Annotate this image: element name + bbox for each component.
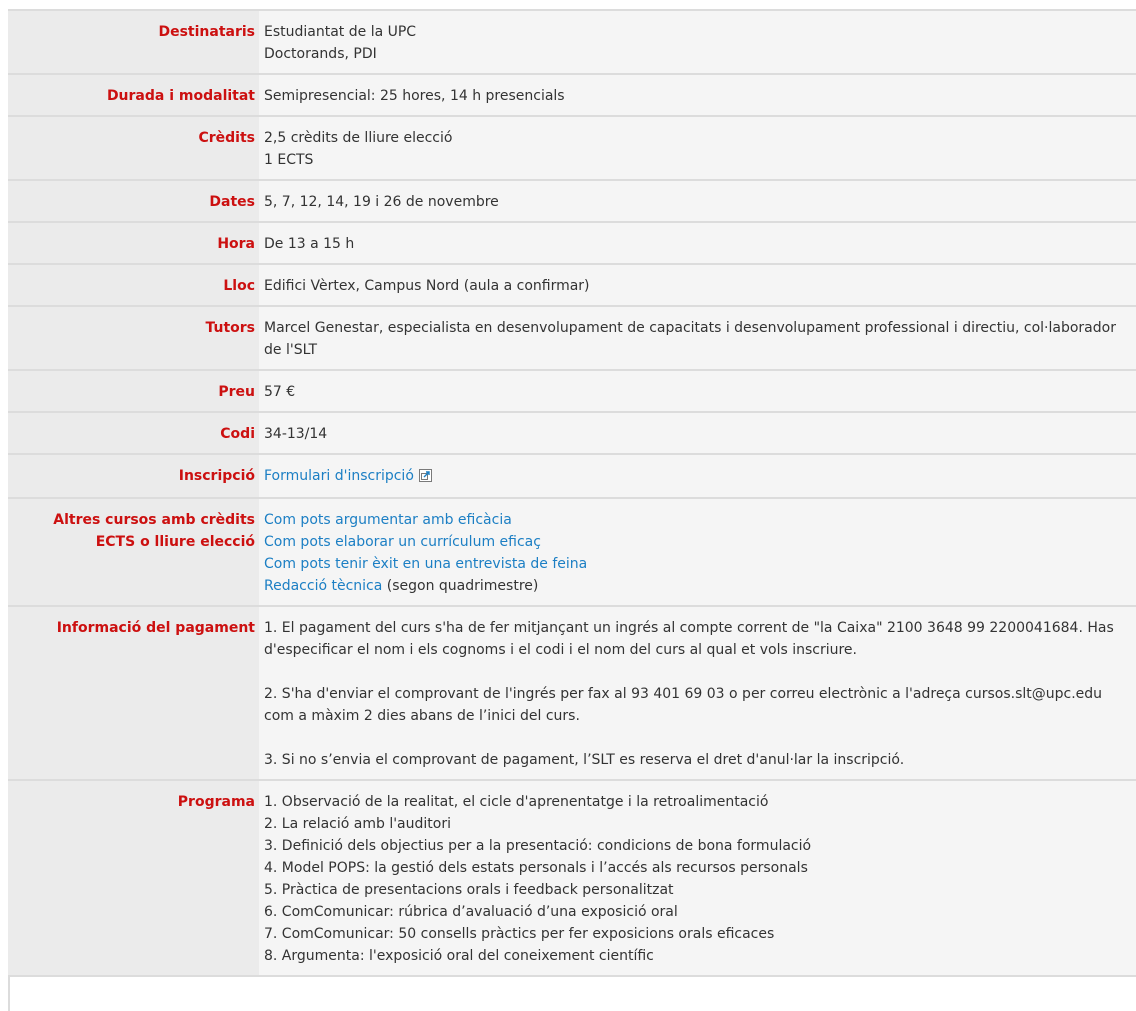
row-codi xyxy=(8,412,1136,454)
destinataris-line: Estudiantat de la UPC xyxy=(264,24,417,40)
row-preu xyxy=(8,370,1136,412)
program-item: 8. Argumenta: l'exposició oral del coneixement científic xyxy=(264,948,654,964)
row-durada xyxy=(8,74,1136,116)
preu-line: 57 € xyxy=(264,384,296,400)
course-link-line xyxy=(264,575,1129,597)
label-credits: Crèdits xyxy=(8,116,259,180)
credits-line: 1 ECTS xyxy=(264,152,314,168)
program-item: 1. Observació de la realitat, el cicle d'aprenentatge i la retroalimentació xyxy=(264,794,769,810)
registration-form-link[interactable]: Formulari d'inscripció xyxy=(264,468,414,484)
course-link[interactable]: Com pots argumentar amb eficàcia xyxy=(264,512,512,528)
label-codi: Codi xyxy=(8,412,259,454)
payment-paragraph: 2. S'ha d'enviar el comprovant de l'ingrés per fax al 93 401 69 03 o per correu electrònic a l'adreça cursos.slt@upc.edu com a màxim 2 dies abans de l’inici del curs. xyxy=(264,686,1103,724)
credits-line: 2,5 crèdits de lliure elecció xyxy=(264,130,453,146)
course-info-table xyxy=(8,9,1136,977)
value-programa xyxy=(259,780,1136,976)
payment-paragraph: 1. El pagament del curs s'ha de fer mitjançant un ingrés al compte corrent de "la Caixa" 2100 3648 99 2200041684. Has d'especificar el nom i els cognoms i el codi i el nom del curs al qual et vols inscriure. xyxy=(264,620,1114,658)
label-inscripcio: Inscripció xyxy=(8,454,259,498)
course-link[interactable]: Com pots elaborar un currículum eficaç xyxy=(264,534,541,550)
value-inscripcio xyxy=(259,454,1136,498)
label-preu: Preu xyxy=(8,370,259,412)
row-lloc xyxy=(8,264,1136,306)
program-item: 4. Model POPS: la gestió dels estats personals i l’accés als recursos personals xyxy=(264,860,808,876)
row-destinataris xyxy=(8,10,1136,74)
row-altres-cursos xyxy=(8,498,1136,606)
codi-line: 34-13/14 xyxy=(264,426,328,442)
row-credits xyxy=(8,116,1136,180)
label-durada: Durada i modalitat xyxy=(8,74,259,116)
value-dates xyxy=(259,180,1136,222)
label-tutors: Tutors xyxy=(8,306,259,370)
program-item: 2. La relació amb l'auditori xyxy=(264,816,451,832)
course-link[interactable]: Redacció tècnica xyxy=(264,578,383,594)
label-lloc: Lloc xyxy=(8,264,259,306)
row-hora xyxy=(8,222,1136,264)
course-link[interactable]: Com pots tenir èxit en una entrevista de feina xyxy=(264,556,588,572)
value-hora xyxy=(259,222,1136,264)
hora-line: De 13 a 15 h xyxy=(264,236,355,252)
value-credits xyxy=(259,116,1136,180)
label-pagament: Informació del pagament xyxy=(8,606,259,780)
row-inscripcio xyxy=(8,454,1136,498)
course-link-line xyxy=(264,531,1129,553)
value-durada xyxy=(259,74,1136,116)
label-programa: Programa xyxy=(8,780,259,976)
value-pagament xyxy=(259,606,1136,780)
value-codi xyxy=(259,412,1136,454)
program-item: 6. ComComunicar: rúbrica d’avaluació d’una exposició oral xyxy=(264,904,678,920)
label-altres-cursos: Altres cursos amb crèdits ECTS o lliure elecció xyxy=(8,498,259,606)
row-programa xyxy=(8,780,1136,976)
row-tutors xyxy=(8,306,1136,370)
course-link-line xyxy=(264,509,1129,531)
dates-line: 5, 7, 12, 14, 19 i 26 de novembre xyxy=(264,194,499,210)
course-link-line xyxy=(264,553,1129,575)
value-destinataris xyxy=(259,10,1136,74)
label-hora: Hora xyxy=(8,222,259,264)
row-dates xyxy=(8,180,1136,222)
value-tutors: Marcel Genestar, especialista en desenvolupament de capacitats i desenvolupament professional i directiu, col·laborador de l'SLT xyxy=(259,306,1136,370)
value-altres-cursos xyxy=(259,498,1136,606)
label-dates: Dates xyxy=(8,180,259,222)
row-pagament xyxy=(8,606,1136,780)
course-note: (segon quadrimestre) xyxy=(382,578,539,594)
lloc-line: Edifici Vèrtex, Campus Nord (aula a confirmar) xyxy=(264,278,590,294)
payment-paragraph: 3. Si no s’envia el comprovant de pagament, l’SLT es reserva el dret d'anul·lar la inscripció. xyxy=(264,752,905,768)
external-link-icon[interactable] xyxy=(419,467,432,489)
value-lloc xyxy=(259,264,1136,306)
value-preu xyxy=(259,370,1136,412)
program-item: 3. Definició dels objectius per a la presentació: condicions de bona formulació xyxy=(264,838,812,854)
program-item: 5. Pràctica de presentacions orals i feedback personalitzat xyxy=(264,882,674,898)
label-destinataris: Destinataris xyxy=(8,10,259,74)
durada-line: Semipresencial: 25 hores, 14 h presencials xyxy=(264,88,565,104)
destinataris-line: Doctorands, PDI xyxy=(264,46,377,62)
program-item: 7. ComComunicar: 50 consells pràctics per fer exposicions orals eficaces xyxy=(264,926,775,942)
